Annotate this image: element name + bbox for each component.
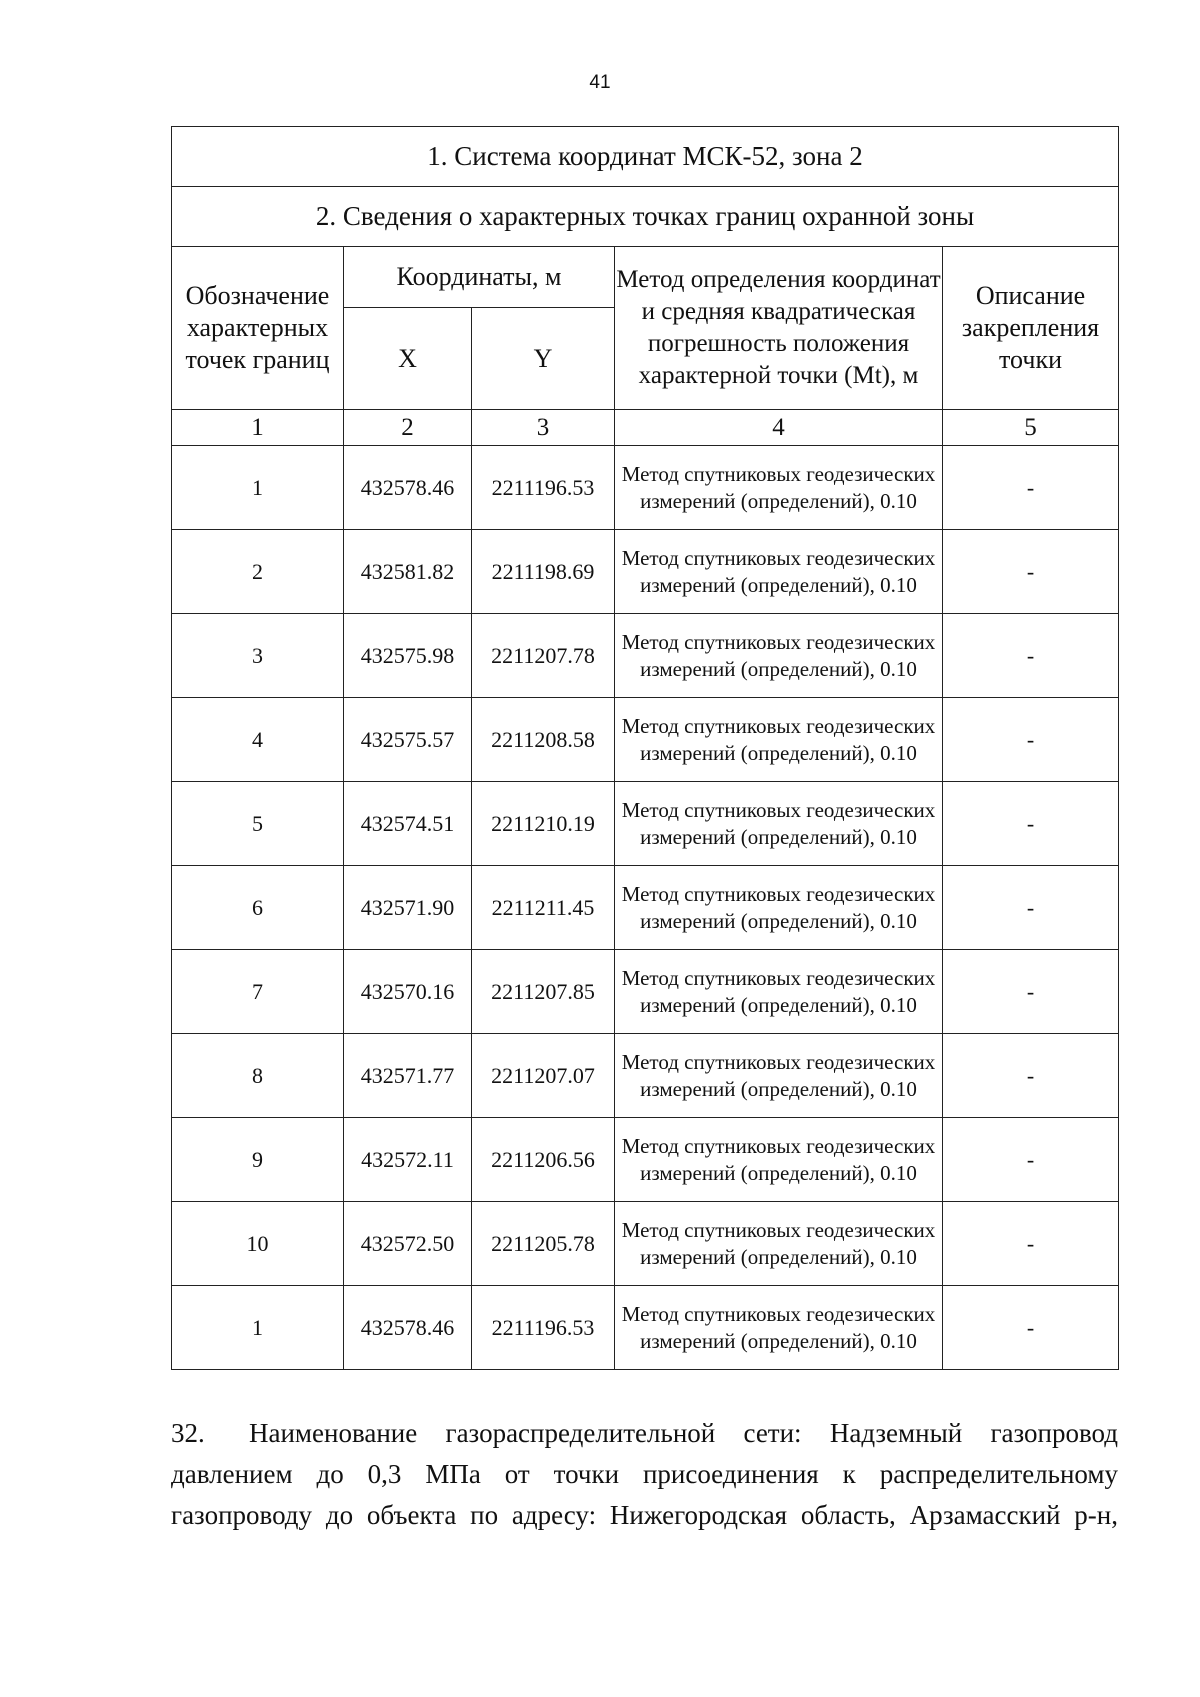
cell-y: 2211205.78: [472, 1202, 615, 1286]
column-number: 3: [472, 410, 615, 446]
cell-point: 6: [172, 866, 344, 950]
cell-y: 2211207.78: [472, 614, 615, 698]
cell-description: -: [943, 866, 1119, 950]
cell-point: 1: [172, 446, 344, 530]
coordinates-table: [171, 126, 1119, 1370]
cell-x: 432572.50: [344, 1202, 472, 1286]
cell-y: 2211196.53: [472, 446, 615, 530]
cell-description: -: [943, 782, 1119, 866]
cell-description: -: [943, 1118, 1119, 1202]
table-row: [172, 1286, 1119, 1370]
column-number: 5: [943, 410, 1119, 446]
cell-method: Метод спутниковых геодезических измерений (определений), 0.10: [615, 866, 943, 950]
cell-description: -: [943, 1202, 1119, 1286]
cell-y: 2211198.69: [472, 530, 615, 614]
cell-method: Метод спутниковых геодезических измерений (определений), 0.10: [615, 530, 943, 614]
cell-method: Метод спутниковых геодезических измерений (определений), 0.10: [615, 1118, 943, 1202]
cell-x: 432575.57: [344, 698, 472, 782]
table-row: [172, 446, 1119, 530]
cell-x: 432578.46: [344, 1286, 472, 1370]
cell-point: 1: [172, 1286, 344, 1370]
cell-description: -: [943, 530, 1119, 614]
column-number: 2: [344, 410, 472, 446]
cell-x: 432572.11: [344, 1118, 472, 1202]
cell-method: Метод спутниковых геодезических измерений (определений), 0.10: [615, 1286, 943, 1370]
cell-description: -: [943, 950, 1119, 1034]
header-description: Описание закрепления точки: [943, 247, 1119, 410]
cell-point: 2: [172, 530, 344, 614]
cell-method: Метод спутниковых геодезических измерений (определений), 0.10: [615, 950, 943, 1034]
cell-method: Метод спутниковых геодезических измерений (определений), 0.10: [615, 614, 943, 698]
cell-y: 2211196.53: [472, 1286, 615, 1370]
cell-y: 2211207.07: [472, 1034, 615, 1118]
paragraph-number: 32.: [171, 1418, 205, 1448]
cell-method: Метод спутниковых геодезических измерений (определений), 0.10: [615, 446, 943, 530]
cell-method: Метод спутниковых геодезических измерений (определений), 0.10: [615, 1202, 943, 1286]
cell-x: 432571.90: [344, 866, 472, 950]
paragraph-32: [171, 1413, 1118, 1536]
table-row: [172, 1202, 1119, 1286]
cell-y: 2211207.85: [472, 950, 615, 1034]
column-number: 1: [172, 410, 344, 446]
column-number: 4: [615, 410, 943, 446]
cell-point: 5: [172, 782, 344, 866]
cell-point: 9: [172, 1118, 344, 1202]
cell-y: 2211208.58: [472, 698, 615, 782]
section-boundary-points: 2. Сведения о характерных точках границ охранной зоны: [172, 187, 1119, 247]
section-coordinate-system: 1. Система координат МСК-52, зона 2: [172, 127, 1119, 187]
cell-y: 2211206.56: [472, 1118, 615, 1202]
paragraph-text: Наименование газораспределительной сети: Надземный газопровод давлением до 0,3 МПа от точки присоединения к распределительному газопроводу до объекта по адресу: Нижегородская область, Арзамасский р-н,: [171, 1418, 1118, 1530]
cell-point: 10: [172, 1202, 344, 1286]
table-row: [172, 698, 1119, 782]
cell-y: 2211211.45: [472, 866, 615, 950]
cell-point: 4: [172, 698, 344, 782]
cell-description: -: [943, 446, 1119, 530]
table-row: [172, 530, 1119, 614]
cell-x: 432578.46: [344, 446, 472, 530]
table-row: [172, 614, 1119, 698]
header-y: Y: [472, 308, 615, 410]
cell-description: -: [943, 1286, 1119, 1370]
cell-point: 3: [172, 614, 344, 698]
cell-x: 432574.51: [344, 782, 472, 866]
cell-point: 8: [172, 1034, 344, 1118]
table-row: [172, 866, 1119, 950]
table-row: [172, 782, 1119, 866]
table-row: [172, 1034, 1119, 1118]
cell-method: Метод спутниковых геодезических измерений (определений), 0.10: [615, 782, 943, 866]
cell-description: -: [943, 614, 1119, 698]
table-row: [172, 1118, 1119, 1202]
cell-x: 432570.16: [344, 950, 472, 1034]
cell-x: 432571.77: [344, 1034, 472, 1118]
header-x: X: [344, 308, 472, 410]
cell-description: -: [943, 698, 1119, 782]
cell-point: 7: [172, 950, 344, 1034]
cell-x: 432575.98: [344, 614, 472, 698]
header-coordinates: Координаты, м: [344, 247, 615, 308]
header-designation: Обозначение характерных точек границ: [172, 247, 344, 410]
cell-x: 432581.82: [344, 530, 472, 614]
header-method: Метод определения координат и средняя квадратическая погрешность положения характерной точки (Mt), м: [615, 247, 943, 410]
cell-method: Метод спутниковых геодезических измерений (определений), 0.10: [615, 698, 943, 782]
table-row: [172, 950, 1119, 1034]
cell-method: Метод спутниковых геодезических измерений (определений), 0.10: [615, 1034, 943, 1118]
cell-y: 2211210.19: [472, 782, 615, 866]
page-number: 41: [589, 72, 611, 93]
cell-description: -: [943, 1034, 1119, 1118]
